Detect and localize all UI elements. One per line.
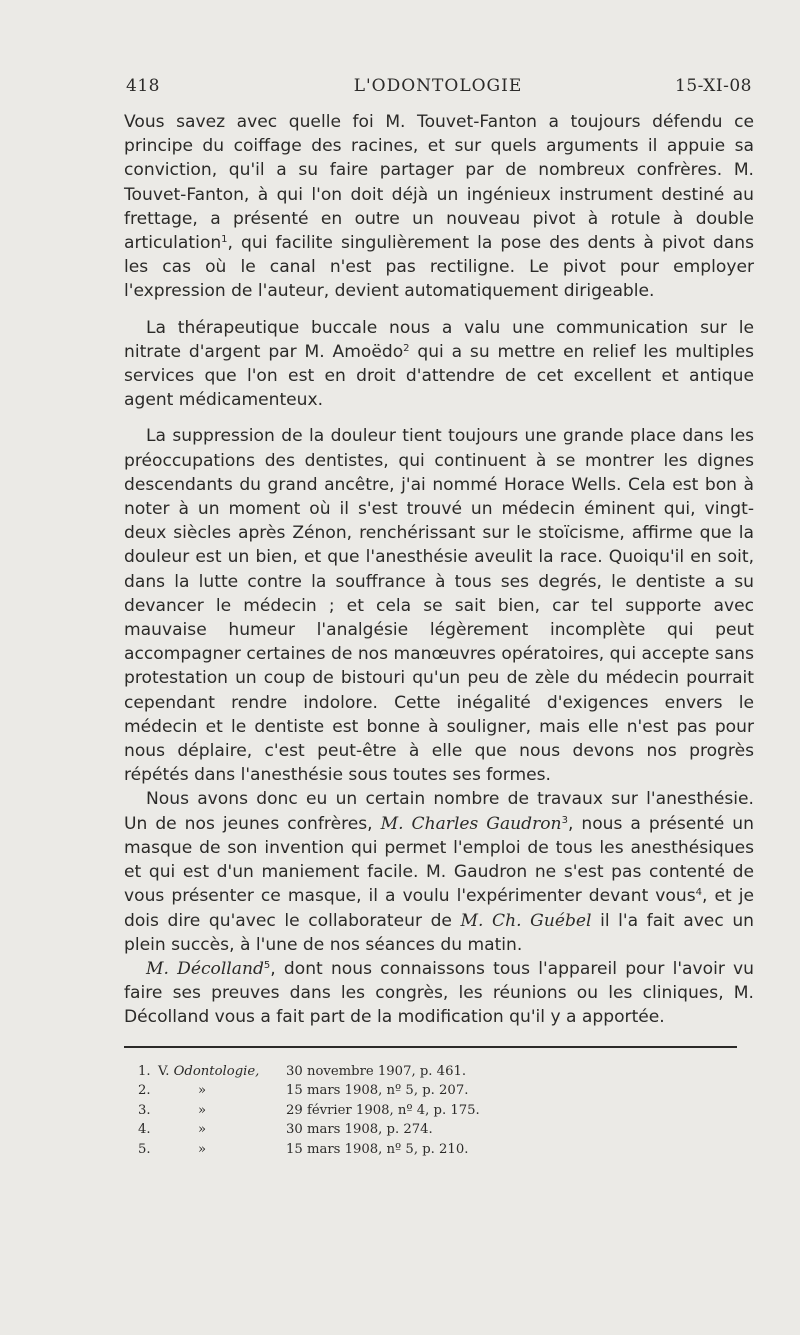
footnote-marker: 4 — [695, 887, 702, 899]
footnote-number: 2. — [138, 1083, 151, 1099]
footnote-number: 3. — [138, 1102, 151, 1118]
paragraph-douleur — [124, 424, 754, 787]
paragraph-text: , dont nous connaissons tous l'appareil pour l'avoir vu faire ses preuves dans les congrès, les réunions ou les cliniques, M. Décolland vous a fait part de la modification qu'il y a apportée. — [124, 958, 754, 1028]
footnote-citation: 30 novembre 1907, p. 461. — [286, 1064, 467, 1079]
paragraph-decolland — [124, 957, 754, 1030]
footnote-citation: 29 février 1908, nº 4, p. 175. — [286, 1102, 480, 1118]
footnote-citation: 15 mars 1908, nº 5, p. 207. — [286, 1083, 469, 1099]
footnote-marker: 5 — [263, 959, 271, 971]
footnote-divider — [124, 1046, 737, 1048]
footnote-marker: 3 — [561, 814, 568, 826]
paragraph-text: , qui facilite singulièrement la pose des dents à pivot dans les cas où le canal n'est pas rectiligne. Le pivot pour employer l'expression de l'auteur, devient automatiquement dirigeable. — [124, 233, 754, 302]
person-name: M. Décolland — [146, 958, 264, 979]
page-number: 418 — [126, 76, 160, 96]
ditto-mark: » — [198, 1122, 207, 1138]
paragraph-text: M. Touvet-Fanton, à qui l'on doit déjà un ingénieux instrument destiné au frettage, a présenté en outre un nouveau pivot à rotule à double articulation — [124, 160, 754, 254]
footnote-marker: 1 — [221, 234, 228, 246]
paragraph-therapeutique — [124, 316, 754, 413]
paragraph-anesthesie — [124, 787, 754, 956]
article-body — [124, 110, 754, 1030]
paragraph-text: qui a su mettre en relief les multiples services que l'on est en droit d'attendre de cet excellent et antique agent médicamenteux. — [124, 341, 754, 411]
footnote-reference — [158, 1062, 259, 1081]
journal-reference: Odontologie, — [173, 1064, 260, 1079]
paragraph-text: La thérapeutique buccale nous a valu une communication sur le nitrate d'argent par M. Amoëdo — [124, 317, 754, 362]
paragraph-text: , et je dois dire qu'avec le collaborateur de — [124, 886, 754, 931]
running-header — [124, 76, 752, 102]
footnote-marker: 2 — [403, 342, 410, 354]
ditto-mark: » — [198, 1083, 207, 1099]
footnote-citation: 15 mars 1908, nº 5, p. 210. — [286, 1141, 469, 1157]
footnote-number: 4. — [138, 1122, 151, 1138]
paragraph-text: Vous savez avec quelle foi M. Touvet-Fanton a toujours défendu ce principe du coiffage des racines, et sur quels arguments il appuie sa conviction, qu'il a su faire partager par de nombreux confrères. — [124, 112, 754, 181]
person-name: M. Charles Gaudron — [380, 813, 562, 834]
journal-title: L'ODONTOLOGIE — [353, 76, 523, 96]
person-name: M. Ch. Guébel — [460, 910, 592, 931]
paragraph-text: Nous avons donc eu un certain nombre de travaux sur l'anesthésie. Un de nos jeunes confrères, — [124, 789, 754, 834]
paragraph-text: il l'a fait avec un plein succès, à l'une de nos séances du matin. — [124, 910, 754, 955]
footnote-number: 5. — [138, 1141, 151, 1157]
paragraph-text: , nous a présenté un masque de son invention qui permet l'emploi de tous les anesthésiques et qui est d'un maniement facile. M. Gaudron ne s'est pas contenté de vous présenter ce masque, il a voulu l'expérimenter devant vous — [124, 813, 754, 907]
footnote-citation: 30 mars 1908, p. 274. — [286, 1122, 433, 1138]
footnote-number: 1. — [138, 1064, 151, 1079]
ditto-mark: » — [198, 1102, 207, 1118]
ditto-mark: » — [198, 1141, 207, 1157]
paragraph-coiffage — [124, 110, 754, 304]
paragraph-text: La suppression de la douleur tient toujours une grande place dans les préoccupations des dentistes, qui continuent à se montrer les dignes descendants du grand ancêtre, j'ai nommé Horace Wells. Cela est bon à noter à un moment où il s'est trouvé un médecin éminent qui, vingt-deux siècles après Zénon, renchérissant sur le stoïcisme, affirme que la douleur est un bien, et que l'anesthésie aveulit la race. Quoiqu'il en soit, dans la lutte contre la souffrance à tous ses degrés, le dentiste a su devancer le médecin ; et cela se sait bien, car tel supporte avec mauvaise humeur l'analgésie légèrement incomplète qui peut accompagner certaines de nos manœuvres opératoires, qui accepte sans protestation un coup de bistouri qu'un peu de zèle du médecin pourrait cependant rendre indolore. Cette inégalité d'exigences envers le médecin et le dentiste est bonne à souligner, mais elle n'est pas pour nous déplaire, c'est peut-être à elle que nous devons nos progrès répétés dans l'anesthésie sous toutes ses formes. — [124, 426, 754, 786]
issue-date: 15-XI-08 — [675, 76, 752, 96]
footnote-prefix: V. — [158, 1064, 174, 1079]
